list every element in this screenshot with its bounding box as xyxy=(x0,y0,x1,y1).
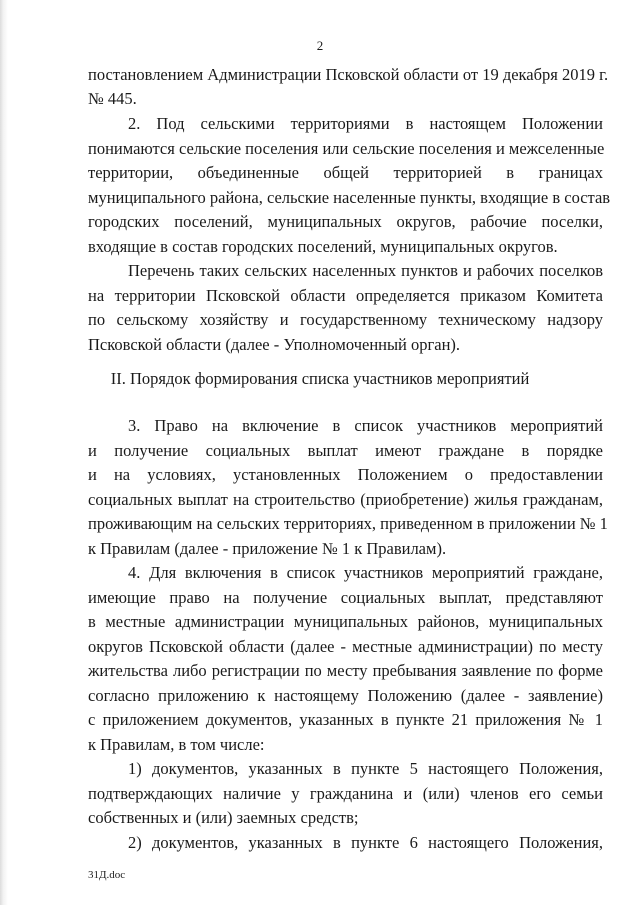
text-line: собственных и (или) заемных средств; xyxy=(88,808,359,827)
file-name-footer: 31Д.doc xyxy=(88,869,126,881)
text-line: на территории Псковской области определяется приказом Комитета xyxy=(88,286,603,305)
text-line: 4. Для включения в список участников мероприятий граждане, xyxy=(128,563,603,582)
text-line: муниципального района, сельские населенные пункты, входящие в состав xyxy=(88,188,611,207)
text-line: территории, объединенные общей территорией в границах xyxy=(88,163,603,182)
text-line: жительства либо регистрации по месту пребывания заявление по форме xyxy=(88,661,603,680)
text-line: к Правилам, в том числе: xyxy=(88,735,265,754)
text-line: Перечень таких сельских населенных пунктов и рабочих поселков xyxy=(128,261,603,280)
section-heading: II. Порядок формирования списка участников мероприятий xyxy=(110,369,530,388)
text-line: и на условиях, установленных Положением о предоставлении xyxy=(88,465,603,484)
text-line: в местные администрации муниципальных районов, муниципальных xyxy=(88,612,603,631)
text-line: городских поселений, муниципальных округов, рабочие поселки, xyxy=(88,212,603,231)
text-line: 3. Право на включение в список участников мероприятий xyxy=(128,416,603,435)
text-line: по сельскому хозяйству и государственному техническому надзору xyxy=(88,310,603,329)
page-number: 2 xyxy=(316,38,324,53)
scan-edge xyxy=(0,0,8,905)
text-line: проживающим на сельских территориях, приведенном в приложении № 1 xyxy=(88,514,608,533)
text-line: входящие в состав городских поселений, муниципальных округов. xyxy=(88,237,558,256)
text-line: 2. Под сельскими территориями в настоящем Положении xyxy=(128,114,603,133)
text-line: Псковской области (далее - Уполномоченный орган). xyxy=(88,335,461,354)
text-line: подтверждающих наличие у гражданина и (или) членов его семьи xyxy=(88,784,603,803)
text-line: 1) документов, указанных в пункте 5 настоящего Положения, xyxy=(128,759,603,778)
text-line: имеющие право на получение социальных выплат, представляют xyxy=(88,588,603,607)
text-line: 2) документов, указанных в пункте 6 настоящего Положения, xyxy=(128,833,603,852)
text-line: № 445. xyxy=(88,89,137,108)
text-line: постановлением Администрации Псковской области от 19 декабря 2019 г. xyxy=(88,65,609,84)
text-line: согласно приложению к настоящему Положению (далее - заявление) xyxy=(88,686,603,705)
text-line: округов Псковской области (далее - местные администрации) по месту xyxy=(88,637,603,656)
text-line: с приложением документов, указанных в пункте 21 приложения № 1 xyxy=(88,710,603,729)
text-line: понимаются сельские поселения или сельские поселения и межселенные xyxy=(88,139,605,158)
text-line: социальных выплат на строительство (приобретение) жилья гражданам, xyxy=(88,490,603,509)
text-line: к Правилам (далее - приложение № 1 к Правилам). xyxy=(88,539,447,558)
text-line: и получение социальных выплат имеют граждане в порядке xyxy=(88,441,603,460)
